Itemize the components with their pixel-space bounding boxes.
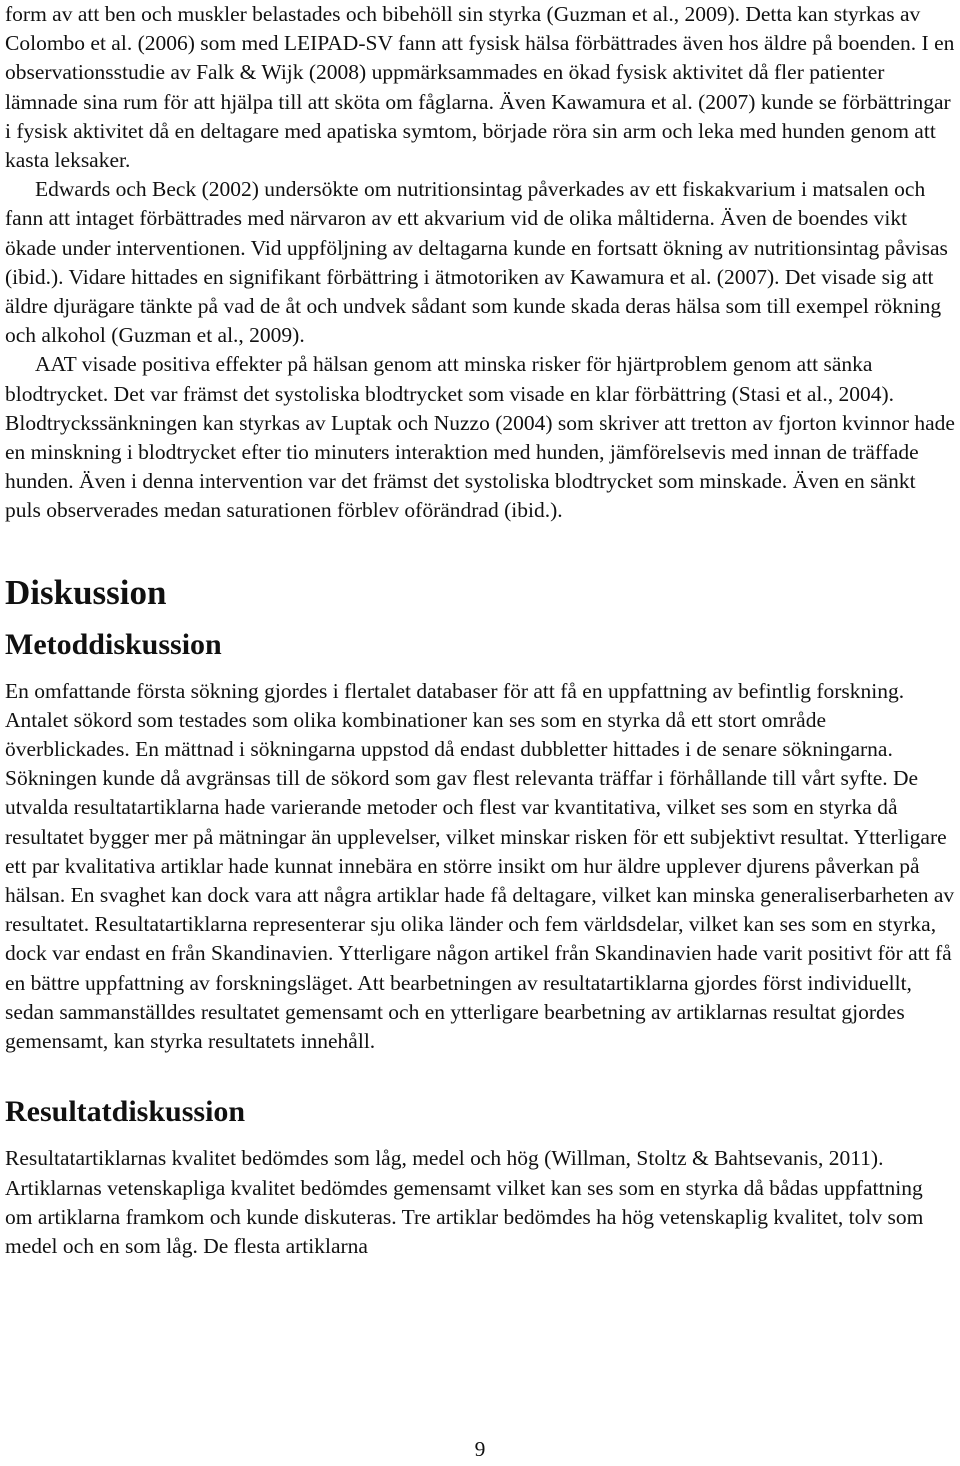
page-number: 9 [474,1437,486,1461]
section-diskussion [5,571,955,1261]
body-paragraph: Resultatartiklarnas kvalitet bedömdes som låg, medel och hög (Willman, Stoltz & Bahtsevanis, 2011). Artiklarnas vetenskapliga kvalitet bedömdes gemensamt vilket kan ses som en styrka då bådas uppfattning om artiklarna framkom och kunde diskuteras. Tre artiklar bedömdes ha hög vetenskaplig kvalitet, tolv som medel och en som låg. De flesta artiklarna [5,1146,924,1258]
section-heading: Diskussion [5,572,167,612]
body-paragraph: AAT visade positiva effekter på hälsan genom att minska risker för hjärtproblem genom att sänka blodtrycket. Det var främst det systoliska blodtrycket som visade en klar förbättring (Stasi et al., 2004). Blodtryckssänkningen kan styrkas av Luptak och Nuzzo (2004) som skriver att tretton av fjorton kvinnor hade en minskning i blodtrycket efter tio minuters interaktion med hunden, jämförelsevis med innan de träffade hunden. Även i denna intervention var det främst det systoliska blodtrycket som minskade. Även en sänkt puls observerades medan saturationen förblev oförändrad (ibid.). [5,352,955,523]
body-paragraph: En omfattande första sökning gjordes i flertalet databaser för att få en uppfattning av befintlig forskning. Antalet sökord som testades som olika kombinationer kan ses som en styrka då ett stort område överblickades. En mättnad i sökningarna uppstod då endast dubbletter hittades i de senare sökningarna. Sökningen kunde då avgränsas till de sökord som gav flest relevanta träffar i förhållande till vårt syfte. De utvalda resultatartiklarna hade varierande metoder och flest var kvantitativa, vilket ses som en styrka då resultatet bygger mer på mätningar än upplevelser, vilket minskar risken för ett subjektivt resultat. Ytterligare ett par kvalitativa artiklar hade kunnat innebära en större insikt om hur äldre upplever djurens påverkan på hälsan. En svaghet kan dock vara att några artiklar hade få deltagare, vilket kan minska generaliserbarheten av resultatet. Resultatartiklarna representerar sju olika länder och fem världsdelar, vilket kan ses som en styrka, dock var endast en från Skandinavien. Ytterligare någon artikel från Skandinavien hade varit positivt för att få en bättre uppfattning av forskningsläget. Att bearbetningen av resultatartiklarna gjordes först individuellt, sedan sammanställdes resultatet gemensamt och en ytterligare bearbetning av artiklarnas resultat gjordes gemensamt, kan styrka resultatets innehåll. [5,678,955,1054]
document-page [5,0,955,1261]
body-paragraph: Edwards och Beck (2002) undersökte om nutritionsintag påverkades av ett fiskakvarium i matsalen och fann att intaget förbättrades med närvaron av ett akvarium vid de olika måltiderna. Även de boendes vikt ökade under interventionen. Vid uppföljning av deltagarna kunde en fortsatt ökning av nutritionsintag påvisas (ibid.). Vidare hittades en signifikant förbättring i ätmotoriken av Kawamura et al. (2007). Det visade sig att äldre djurägare tänkte på vad de åt och undvek sådant som kunde skada deras hälsa som till exempel rökning och alkohol (Guzman et al., 2009). [5,177,948,348]
body-paragraph: form av att ben och muskler belastades och bibehöll sin styrka (Guzman et al., 2009). Detta kan styrkas av Colombo et al. (2006) som med LEIPAD-SV fann att fysisk hälsa förbättrades även hos äldre på boenden. I en observationsstudie av Falk & Wijk (2008) uppmärksammades en ökad fysisk aktivitet då fler patienter lämnade sina rum för att hjälpa till att sköta om fåglarna. Även Kawamura et al. (2007) kunde se förbättringar i fysisk aktivitet då en deltagare med apatiska symtom, började röra sin arm och leka med hunden genom att kasta leksaker. [5,2,955,173]
subsection-heading: Metoddiskussion [5,627,222,661]
subsection-heading: Resultatdiskussion [5,1095,246,1129]
